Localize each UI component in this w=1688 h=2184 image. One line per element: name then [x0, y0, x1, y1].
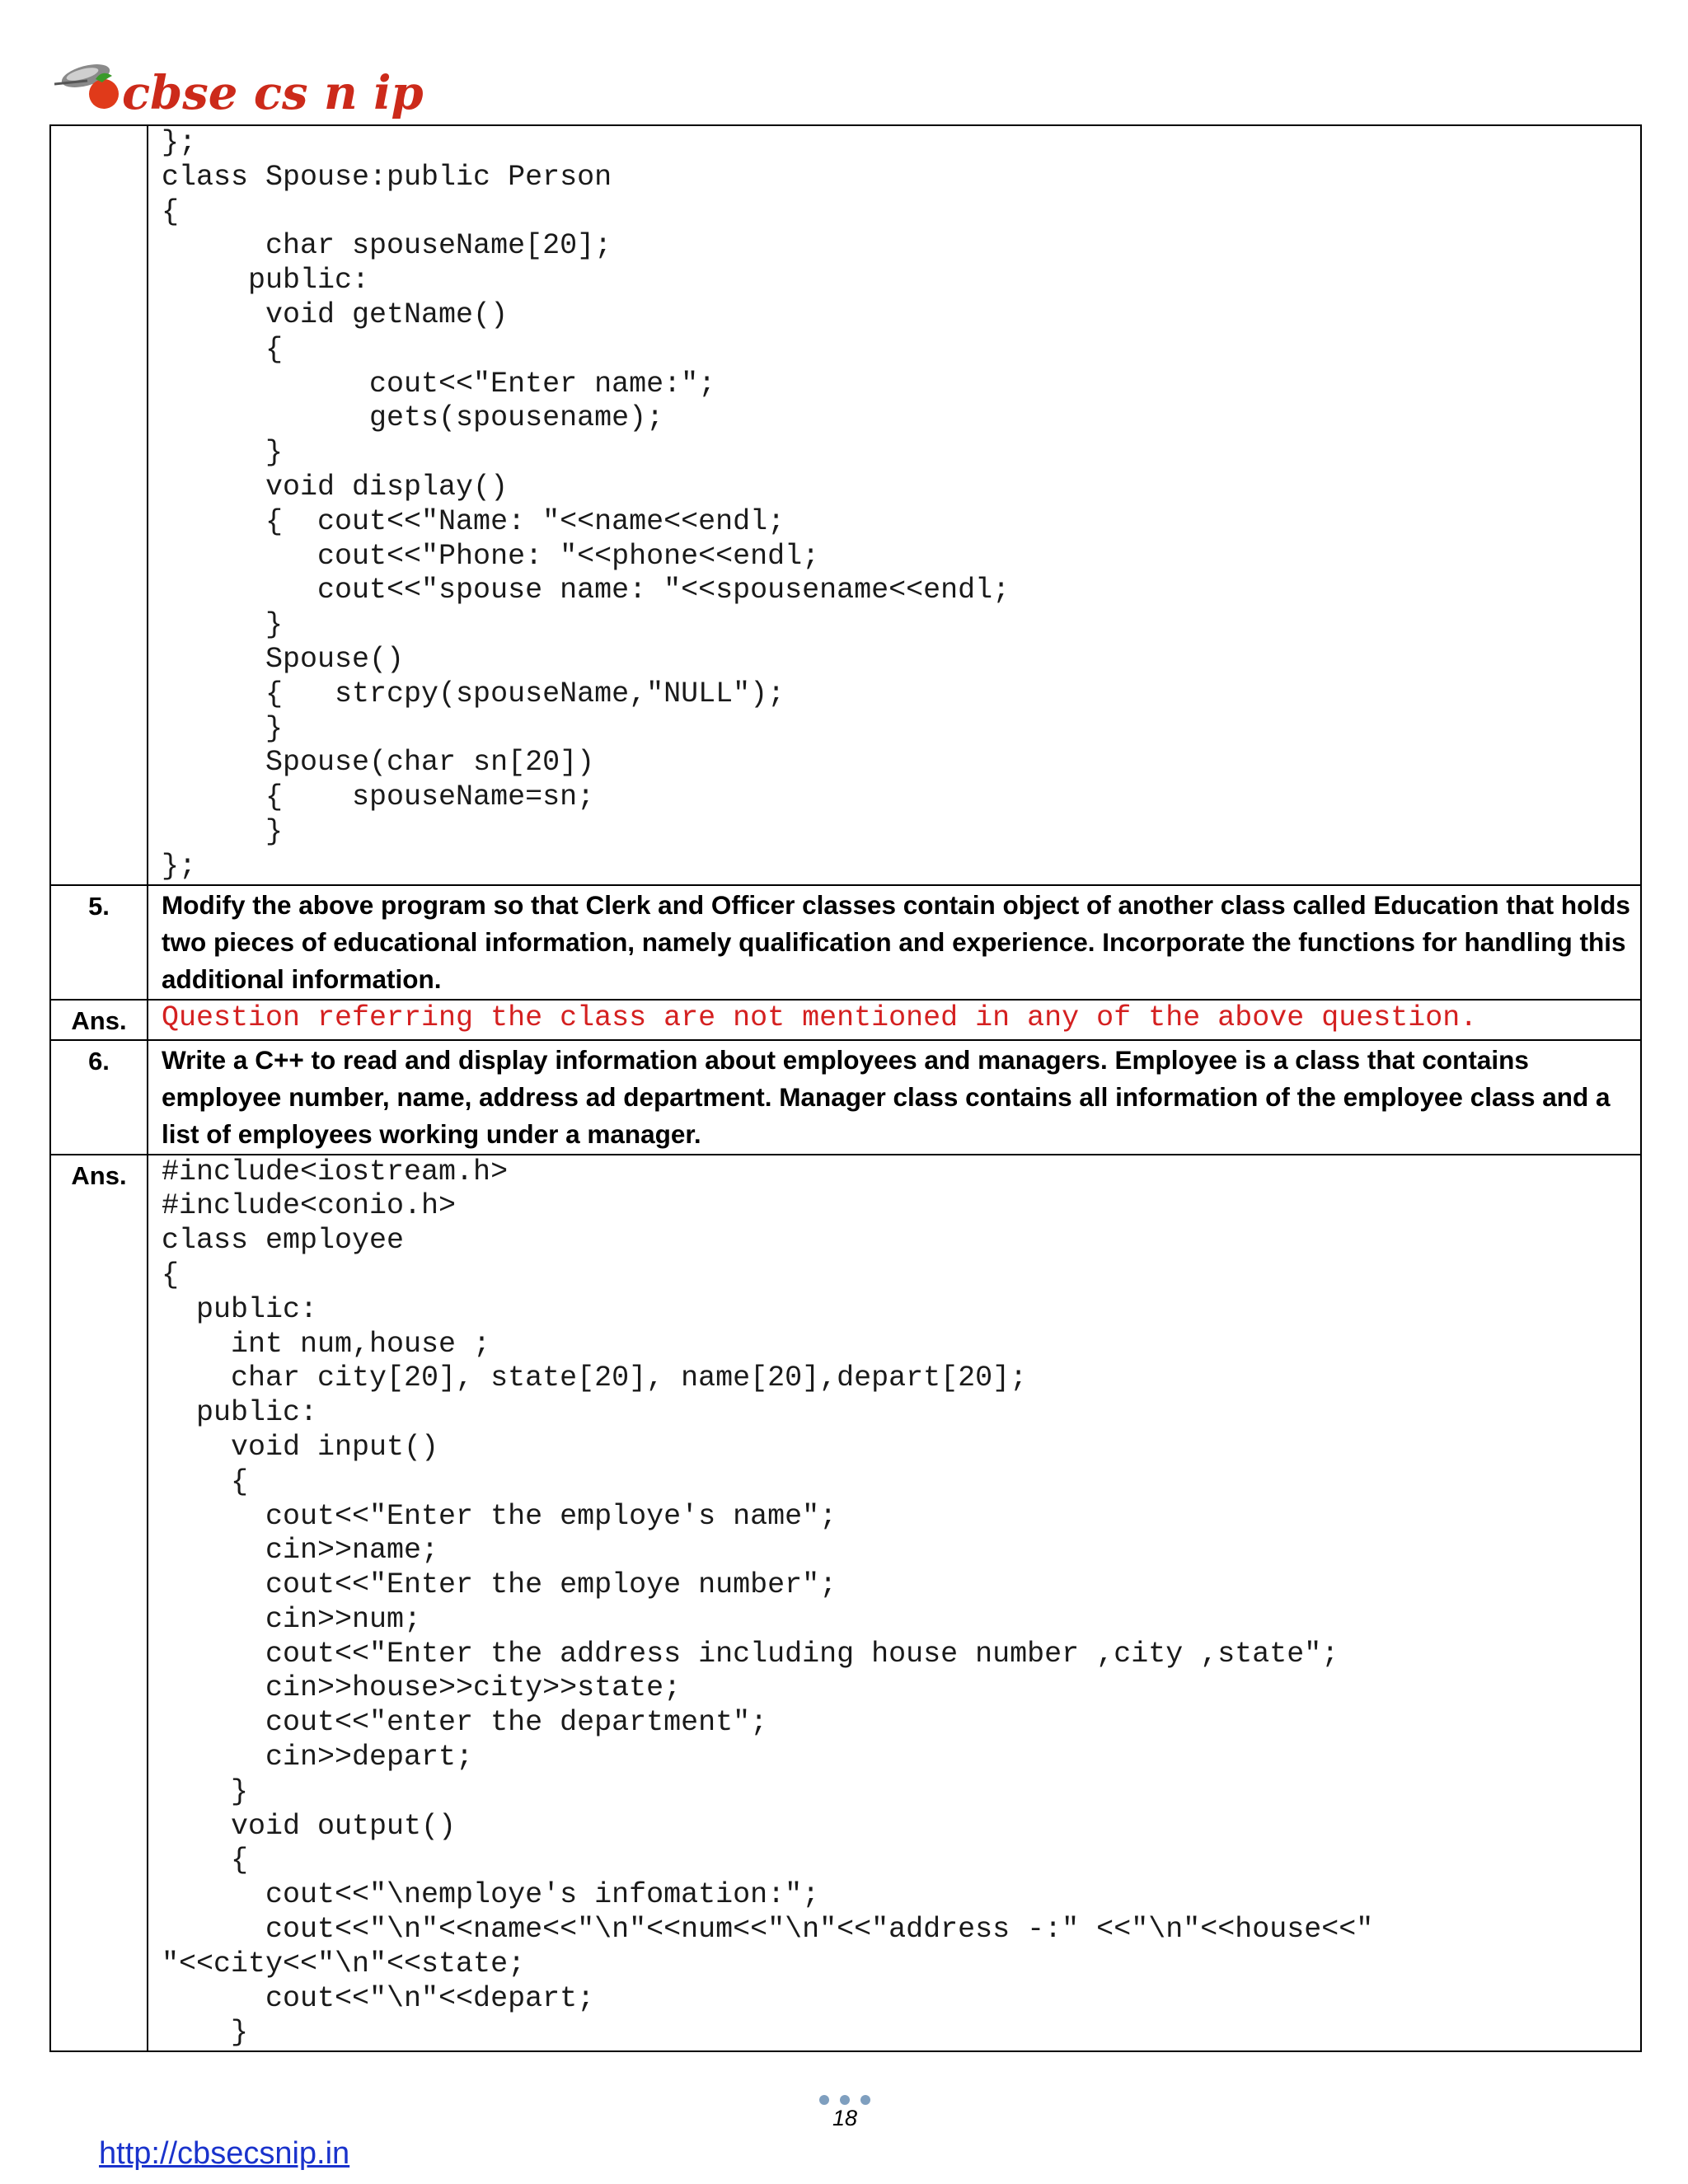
question-cell [148, 1040, 1641, 1155]
row-number-cell: 6. [50, 1040, 148, 1155]
footer-website-link[interactable]: http://cbsecsnip.in [99, 2136, 350, 2171]
code-cell [148, 125, 1641, 885]
table-row [50, 1000, 1641, 1040]
question-cell [148, 885, 1641, 1000]
row-number-cell: Ans. [50, 1155, 148, 2052]
table-row [50, 125, 1641, 885]
logo-text: cbse cs n ip [122, 66, 424, 120]
code-block: }; class Spouse:public Person { char spouseName[20]; public: void getName() { cout<<"Enter name:"; gets(spousename); } void display() { cout<<"Name: "<<name<<endl; cout<<"Phone: "<<phone<<endl; cout<<"spouse name: "<<spousename<<endl; } Spouse() { strcpy(spouseName,"NULL"); } Spouse(char sn[20]) { spouseName=sn; } }; [162, 126, 1010, 883]
logo-icon [54, 58, 434, 132]
code-cell [148, 1155, 1641, 2052]
site-logo [54, 58, 434, 132]
row-number-cell [50, 125, 148, 885]
table-row [50, 1040, 1641, 1155]
answer-text: Question referring the class are not mentioned in any of the above question. [162, 1001, 1478, 1034]
table-row [50, 1155, 1641, 2052]
document-table [49, 124, 1642, 2052]
table-row [50, 885, 1641, 1000]
row-number-cell: Ans. [50, 1000, 148, 1040]
answer-cell [148, 1000, 1641, 1040]
page-number: 18 [832, 2106, 858, 2130]
code-block: #include<iostream.h> #include<conio.h> class employee { public: int num,house ; char city[20], state[20], name[20],depart[20]; public: void input() { cout<<"Enter the employe's name"; cin>>name; cout<<"Enter the employe number"; cin>>num; cout<<"Enter the address including house number ,city ,state"; cin>>house>>city>>state; cout<<"enter the department"; cin>>depart; } void output() { cout<<"\nemploye's infomation:"; cout<<"\n"<<name<<"\n"<<num<<"\n"<<"address -:" <<"\n"<<house<<" "<<city<<"\n"<<state; cout<<"\n"<<depart; } [162, 1155, 1374, 2050]
row-number-cell: 5. [50, 885, 148, 1000]
question-text: Write a C++ to read and display information about employees and managers. Employee is a class that contains employee number, name, address ad department. Manager class contains all information of the employee class and a list of employees working under a manager. [162, 1044, 1611, 1149]
question-text: Modify the above program so that Clerk and Officer classes contain object of another class called Education that holds two pieces of educational information, namely qualification and experience. Incorporate the functions for handling this additional information. [162, 889, 1630, 994]
